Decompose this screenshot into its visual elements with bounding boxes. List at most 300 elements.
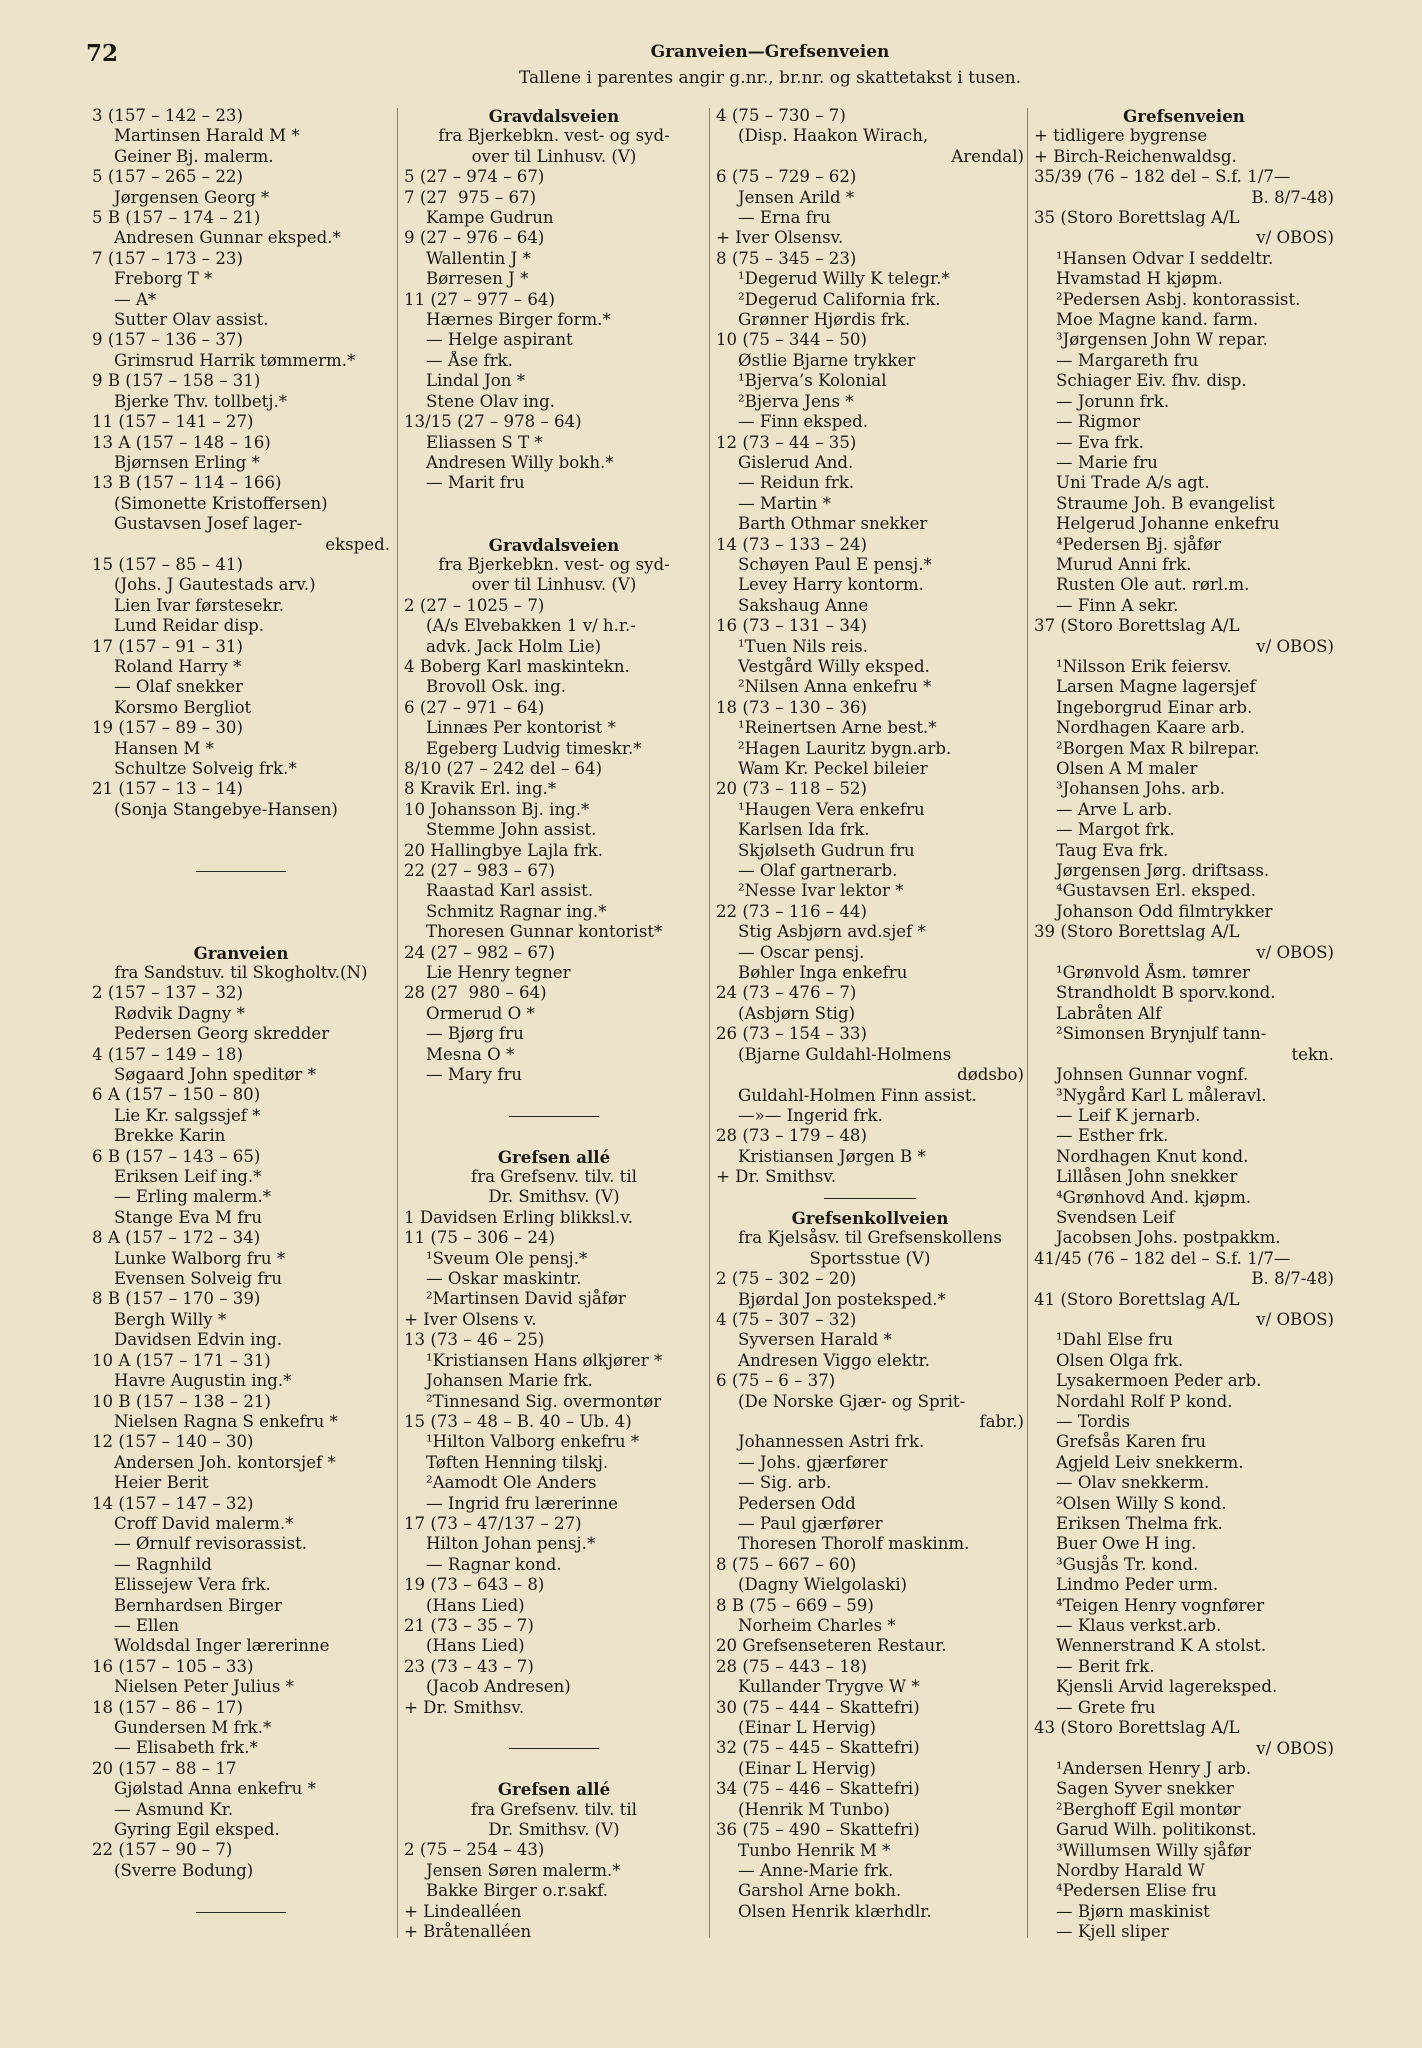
address-line: 16 (157 – 105 – 33) — [92, 1656, 254, 1676]
resident-line: Thoresen Gunnar kontorist* — [426, 922, 663, 942]
resident-line: ⁴Teigen Henry vognfører — [1056, 1595, 1265, 1615]
resident-line: (Henrik M Tunbo) — [738, 1799, 890, 1819]
address-line: 5 B (157 – 174 – 21) — [92, 208, 261, 228]
resident-line: Schmitz Ragnar ing.* — [426, 901, 607, 921]
resident-line: — Anne-Marie frk. — [738, 1860, 894, 1880]
address-line: 34 (75 – 446 – Skattefri) — [716, 1779, 920, 1799]
address-line: 8 A (157 – 172 – 34) — [92, 1228, 261, 1248]
address-line: 6 A (157 – 150 – 80) — [92, 1085, 261, 1105]
address-line: 41 (Storo Borettslag A/L — [1034, 1289, 1240, 1309]
address-line: 5 (157 – 265 – 22) — [92, 167, 243, 187]
resident-line: Egeberg Ludvig timeskr.* — [426, 738, 642, 758]
resident-line: Østlie Bjarne trykker — [738, 350, 916, 370]
resident-line: Stange Eva M fru — [114, 1207, 263, 1227]
street-heading: Grefsen allé — [497, 1779, 611, 1800]
resident-line: ²Simonsen Brynjulf tann- — [1056, 1024, 1267, 1044]
resident-line: Norheim Charles * — [738, 1616, 896, 1636]
column-separator — [1027, 108, 1028, 1938]
resident-line: Strandholdt B sporv.kond. — [1056, 983, 1276, 1003]
resident-line: (Disp. Haakon Wirach, — [738, 126, 929, 146]
resident-line: Sakshaug Anne — [738, 595, 869, 615]
resident-line: — Finn eksped. — [738, 412, 869, 432]
continuation-line: fabr.) — [979, 1411, 1024, 1431]
address-line: 9 (157 – 136 – 37) — [92, 330, 243, 350]
resident-line: Rødvik Dagny * — [114, 1003, 245, 1023]
resident-line: — Ellen — [114, 1615, 180, 1635]
resident-line: Lysakermoen Peder arb. — [1056, 1371, 1262, 1391]
resident-line: Hansen M * — [114, 738, 214, 758]
continuation-line: Arendal) — [951, 146, 1024, 166]
resident-line: ³Gusjås Tr. kond. — [1056, 1554, 1199, 1574]
resident-line: (Dagny Wielgolaski) — [738, 1575, 907, 1595]
resident-line: Uni Trade A/s agt. — [1056, 473, 1210, 493]
resident-line: Eliassen S T * — [426, 432, 543, 452]
address-line: 10 (75 – 344 – 50) — [716, 330, 867, 350]
continuation-line: v/ OBOS) — [1256, 1738, 1334, 1758]
spacer — [92, 922, 390, 942]
resident-line: Heier Berit — [114, 1473, 209, 1493]
address-line: 36 (75 – 490 – Skattefri) — [716, 1820, 920, 1840]
resident-line: Agjeld Leiv snekkerm. — [1056, 1452, 1244, 1472]
address-line: 37 (Storo Borettslag A/L — [1034, 616, 1240, 636]
street-extent: fra Bjerkebkn. vest- og syd- — [438, 554, 670, 574]
street-extent: fra Kjelsåsv. til Grefsenskollens — [738, 1228, 1002, 1248]
address-line: 11 (157 – 141 – 27) — [92, 412, 254, 432]
address-line: 12 (73 – 44 – 35) — [716, 432, 857, 452]
resident-line: ¹Hilton Valborg enkefru * — [426, 1432, 640, 1452]
running-head: Granveien—Grefsenveien — [650, 42, 890, 62]
resident-line: ³Jørgensen John W repar. — [1056, 330, 1268, 350]
column-separator — [397, 108, 398, 1938]
address-line: 4 Boberg Karl maskintekn. — [404, 656, 630, 676]
resident-line: Rusten Ole aut. rørl.m. — [1056, 575, 1250, 595]
cross-street-line: + Bråtenalléen — [404, 1922, 532, 1942]
continuation-line: eksped. — [325, 534, 390, 554]
address-line: 21 (73 – 35 – 7) — [404, 1615, 534, 1635]
resident-line: Roland Harry * — [114, 656, 242, 676]
resident-line: — Klaus verkst.arb. — [1056, 1616, 1222, 1636]
resident-line: (Einar L Hervig) — [738, 1758, 876, 1778]
address-line: 22 (27 – 983 – 67) — [404, 861, 555, 880]
resident-line: — Bjørn maskinist — [1056, 1901, 1210, 1921]
section-divider — [92, 1902, 390, 1922]
street-extent: fra Grefsenv. tilv. til — [471, 1799, 637, 1819]
resident-line: ¹Bjerva’s Kolonial — [738, 371, 887, 391]
address-line: 13/15 (27 – 978 – 64) — [404, 412, 582, 432]
resident-line: Murud Anni frk. — [1056, 554, 1192, 574]
resident-line: (Bjarne Guldahl-Holmens — [738, 1044, 952, 1064]
resident-line: Pedersen Odd — [738, 1493, 856, 1513]
resident-line: Syversen Harald * — [738, 1330, 892, 1350]
resident-line: Lunke Walborg fru * — [114, 1248, 286, 1268]
resident-line: ²Martinsen David sjåfør — [426, 1289, 626, 1309]
address-line: 4 (75 – 307 – 32) — [716, 1309, 857, 1329]
resident-line: Ingeborgrud Einar arb. — [1056, 697, 1253, 717]
address-line: 8 (75 – 345 – 23) — [716, 248, 857, 268]
address-line: 24 (27 – 982 – 67) — [404, 942, 555, 962]
resident-line: (A/s Elvebakken 1 v/ h.r.- — [426, 616, 636, 636]
resident-line: — Margareth fru — [1056, 350, 1199, 370]
address-line: 14 (157 – 147 – 32) — [92, 1493, 254, 1513]
resident-line: — A* — [114, 289, 157, 309]
resident-line: Johansen Marie frk. — [426, 1371, 593, 1391]
resident-line: Vestgård Willy eksped. — [738, 656, 930, 676]
resident-line: Svendsen Leif — [1056, 1207, 1175, 1227]
resident-line: Bøhler Inga enkefru — [738, 963, 908, 983]
cross-street-line: + tidligere bygrense — [1034, 126, 1208, 146]
continuation-line: tekn. — [1291, 1044, 1334, 1064]
resident-line: Tøften Henning tilskj. — [426, 1452, 609, 1472]
spacer — [404, 1085, 704, 1105]
resident-line: ¹Nilsson Erik feiersv. — [1056, 656, 1232, 676]
resident-line: Skjølseth Gudrun fru — [738, 840, 915, 860]
resident-line: — Oscar pensj. — [738, 942, 865, 962]
resident-line: ⁴Grønhovd And. kjøpm. — [1056, 1187, 1252, 1207]
resident-line: Moe Magne kand. farm. — [1056, 310, 1259, 330]
continuation-line: v/ OBOS) — [1256, 228, 1334, 248]
resident-line: Kristiansen Jørgen B * — [738, 1146, 926, 1166]
resident-line: — Erna fru — [738, 208, 831, 228]
resident-line: Hærnes Birger form.* — [426, 310, 611, 330]
resident-line: Linnæs Per kontorist * — [426, 718, 616, 738]
resident-line: Schultze Solveig frk.* — [114, 759, 297, 778]
resident-line: Jørgensen Georg * — [114, 187, 270, 207]
address-line: 20 Hallingbye Lajla frk. — [404, 840, 604, 860]
resident-line: Andresen Willy bokh.* — [426, 452, 614, 472]
resident-line: ²Hagen Lauritz bygn.arb. — [738, 738, 952, 758]
street-extent: fra Grefsenv. tilv. til — [471, 1167, 637, 1187]
resident-line: ¹Grønvold Åsm. tømrer — [1056, 963, 1250, 983]
continuation-line: v/ OBOS) — [1256, 636, 1334, 656]
resident-line: — Sig. arb. — [738, 1473, 832, 1493]
resident-line: — Martin * — [738, 493, 831, 513]
resident-line: Gjølstad Anna enkefru * — [114, 1779, 316, 1799]
address-line: 6 B (157 – 143 – 65) — [92, 1146, 261, 1166]
resident-line: — Reidun frk. — [738, 473, 855, 493]
resident-line: ²Borgen Max R bilrepar. — [1056, 738, 1260, 758]
resident-line: — Bjørg fru — [426, 1024, 524, 1044]
resident-line: Bjørdal Jon posteksped.* — [738, 1289, 946, 1309]
resident-line: Olsen A M maler — [1056, 759, 1198, 778]
resident-line: Nordahl Rolf P kond. — [1056, 1391, 1233, 1411]
section-divider — [404, 1106, 704, 1126]
address-line: 8 (75 – 667 – 60) — [716, 1554, 857, 1574]
continuation-line: B. 8/7-48) — [1251, 1269, 1334, 1289]
section-divider — [92, 861, 390, 881]
resident-line: ³Johansen Johs. arb. — [1056, 779, 1225, 799]
address-line: 3 (157 – 142 – 23) — [92, 106, 243, 125]
resident-line: Larsen Magne lagersjef — [1056, 677, 1256, 697]
street-extent: over til Linhusv. (V) — [471, 146, 637, 166]
address-line: 22 (157 – 90 – 7) — [92, 1840, 233, 1860]
spacer — [404, 1718, 704, 1738]
resident-line: Stig Asbjørn avd.sjef * — [738, 922, 926, 942]
address-line: 41/45 (76 – 182 del – S.f. 1/7— — [1034, 1248, 1291, 1268]
resident-line: ⁴Pedersen Elise fru — [1056, 1881, 1217, 1901]
spacer — [92, 881, 390, 901]
street-extent: fra Sandstuv. til Skogholtv.(N) — [114, 962, 368, 982]
resident-line: Geiner Bj. malerm. — [114, 146, 274, 166]
spacer — [404, 1759, 704, 1779]
address-line: 8 Kravik Erl. ing.* — [404, 779, 557, 799]
resident-line: ²Berghoff Egil montør — [1056, 1799, 1241, 1819]
resident-line: — Ragnhild — [114, 1554, 212, 1574]
address-line: 39 (Storo Borettslag A/L — [1034, 922, 1240, 942]
address-line: 20 (73 – 118 – 52) — [716, 779, 867, 799]
resident-line: — Eva frk. — [1056, 432, 1144, 452]
resident-line: Andresen Viggo elektr. — [738, 1350, 930, 1370]
resident-line: Stene Olav ing. — [426, 391, 555, 411]
resident-line: ¹Reinertsen Arne best.* — [738, 718, 937, 738]
spacer — [404, 1126, 704, 1146]
resident-line: Johannessen Astri frk. — [738, 1432, 925, 1452]
resident-line: — Johs. gjærfører — [738, 1452, 888, 1472]
resident-line: Olsen Henrik klærhdlr. — [738, 1901, 932, 1921]
resident-line: ¹Hansen Odvar I seddeltr. — [1056, 248, 1274, 268]
column-3 — [716, 106, 1024, 1996]
column-4 — [1034, 106, 1334, 1996]
address-line: 10 Johansson Bj. ing.* — [404, 799, 590, 819]
resident-line: Garshol Arne bokh. — [738, 1881, 902, 1901]
resident-line: —»— Ingerid frk. — [738, 1105, 883, 1125]
resident-line: — Ørnulf revisorassist. — [114, 1534, 308, 1554]
address-line: 2 (75 – 254 – 43) — [404, 1840, 545, 1860]
resident-line: Tunbo Henrik M * — [738, 1840, 891, 1860]
resident-line: Thoresen Thorolf maskinm. — [738, 1534, 970, 1554]
resident-line: — Arve L arb. — [1056, 799, 1173, 819]
address-line: 12 (157 – 140 – 30) — [92, 1432, 254, 1452]
street-extent: Sportsstue (V) — [809, 1248, 931, 1268]
page-number: 72 — [86, 40, 119, 67]
resident-line: Sutter Olav assist. — [114, 310, 269, 330]
resident-line: — Asmund Kr. — [114, 1799, 234, 1819]
address-line: 24 (73 – 476 – 7) — [716, 983, 857, 1003]
address-line: 8/10 (27 – 242 del – 64) — [404, 758, 603, 778]
resident-line: Jørgensen Jørg. driftsass. — [1056, 861, 1270, 881]
resident-line: Grefsås Karen fru — [1056, 1432, 1207, 1452]
address-line: 18 (157 – 86 – 17) — [92, 1697, 243, 1717]
resident-line: Søgaard John speditør * — [114, 1065, 316, 1084]
resident-line: (Einar L Hervig) — [738, 1718, 876, 1738]
resident-line: — Marie fru — [1056, 452, 1158, 472]
resident-line: ¹Sveum Ole pensj.* — [426, 1248, 588, 1268]
resident-line: — Marit fru — [426, 473, 525, 493]
resident-line: — Erling malerm.* — [114, 1187, 272, 1207]
address-line: 5 (27 – 974 – 67) — [404, 167, 545, 187]
resident-line: — Olaf gartnerarb. — [738, 861, 898, 881]
address-line: 6 (75 – 729 – 62) — [716, 167, 857, 187]
resident-line: Nielsen Ragna S enkefru * — [114, 1411, 338, 1431]
address-line: 6 (75 – 6 – 37) — [716, 1371, 836, 1391]
resident-line: — Kjell sliper — [1056, 1922, 1169, 1942]
street-heading: Grefsen allé — [497, 1146, 611, 1167]
address-line: 19 (157 – 89 – 30) — [92, 718, 243, 738]
street-heading: Gravdalsveien — [488, 106, 620, 126]
street-extent: over til Linhusv. (V) — [471, 575, 637, 595]
resident-line: Freborg T * — [114, 269, 213, 289]
resident-line: Nordhagen Kaare arb. — [1056, 718, 1245, 738]
resident-line: Havre Augustin ing.* — [114, 1371, 292, 1391]
resident-line: ²Tinnesand Sig. overmontør — [426, 1391, 662, 1411]
resident-line: ¹Kristiansen Hans ølkjører * — [426, 1350, 663, 1370]
resident-line: — Esther frk. — [1056, 1126, 1169, 1146]
spacer — [92, 1881, 390, 1901]
resident-line: Johanson Odd filmtrykker — [1056, 901, 1273, 921]
address-line: 30 (75 – 444 – Skattefri) — [716, 1697, 920, 1717]
address-line: 13 B (157 – 114 – 166) — [92, 473, 282, 493]
resident-line: ²Nilsen Anna enkefru * — [738, 677, 932, 697]
resident-line: ²Pedersen Asbj. kontorassist. — [1056, 289, 1301, 309]
address-line: 17 (157 – 91 – 31) — [92, 636, 243, 656]
subhead-note: Tallene i parentes angir g.nr., br.nr. og skattetakst i tusen. — [518, 68, 1022, 88]
address-line: 15 (157 – 85 – 41) — [92, 554, 243, 574]
resident-line: Brovoll Osk. ing. — [426, 677, 566, 697]
resident-line: Brekke Karin — [114, 1126, 226, 1146]
resident-line: Karlsen Ida frk. — [738, 820, 870, 840]
resident-line: Lillåsen John snekker — [1056, 1167, 1238, 1187]
spacer — [404, 494, 704, 514]
resident-line: — Finn A sekr. — [1056, 595, 1179, 615]
resident-line: Grimsrud Harrik tømmerm.* — [114, 350, 356, 370]
address-line: 35/39 (76 – 182 del – S.f. 1/7— — [1034, 167, 1291, 187]
resident-line: Bakke Birger o.r.sakf. — [426, 1881, 609, 1901]
address-line: 14 (73 – 133 – 24) — [716, 534, 867, 554]
resident-line: Lie Henry tegner — [426, 963, 571, 983]
resident-line: (Simonette Kristoffersen) — [114, 493, 328, 513]
address-line: 35 (Storo Borettslag A/L — [1034, 208, 1240, 228]
address-line: 15 (73 – 48 – B. 40 – Ub. 4) — [404, 1411, 632, 1431]
cross-street-line: + Dr. Smithsv. — [716, 1167, 837, 1187]
address-line: 20 Grefsenseteren Restaur. — [716, 1636, 947, 1656]
resident-line: Andersen Joh. kontorsjef * — [114, 1452, 336, 1472]
address-line: 26 (73 – 154 – 33) — [716, 1024, 867, 1044]
continuation-line: v/ OBOS) — [1256, 1309, 1334, 1329]
resident-line: Kullander Trygve W * — [738, 1677, 920, 1697]
resident-line: Croff David malerm.* — [114, 1513, 294, 1533]
resident-line: (Sonja Stangebye-Hansen) — [114, 799, 338, 819]
spacer — [92, 902, 390, 922]
address-line: 13 A (157 – 148 – 16) — [92, 432, 271, 452]
resident-line: Jensen Søren malerm.* — [426, 1860, 621, 1880]
resident-line: ²Aamodt Ole Anders — [426, 1473, 597, 1493]
resident-line: — Elisabeth frk.* — [114, 1738, 258, 1758]
address-line: 2 (27 – 1025 – 7) — [404, 595, 545, 615]
resident-line: Levey Harry kontorm. — [738, 575, 924, 595]
address-line: 28 (27 980 – 64) — [404, 983, 547, 1003]
resident-line: ⁴Gustavsen Erl. eksped. — [1056, 881, 1256, 901]
resident-line: — Jorunn frk. — [1056, 391, 1170, 411]
resident-line: Stemme John assist. — [426, 820, 597, 840]
address-line: 16 (73 – 131 – 34) — [716, 616, 867, 636]
spacer — [92, 820, 390, 840]
resident-line: Eriksen Thelma frk. — [1056, 1514, 1223, 1534]
address-line: 8 B (157 – 170 – 39) — [92, 1289, 261, 1309]
street-heading: Grefsenkollveien — [791, 1207, 949, 1228]
address-line: 9 (27 – 976 – 64) — [404, 228, 545, 248]
resident-line: Lindmo Peder urm. — [1056, 1575, 1219, 1595]
street-extent: Dr. Smithsv. (V) — [488, 1820, 620, 1839]
resident-line: Nordhagen Knut kond. — [1056, 1146, 1249, 1166]
resident-line: Helgerud Johanne enkefru — [1056, 514, 1280, 534]
address-line: 43 (Storo Borettslag A/L — [1034, 1718, 1240, 1738]
resident-line: — Oskar maskintr. — [426, 1269, 582, 1289]
resident-line: — Margot frk. — [1056, 820, 1175, 840]
resident-line: (Jacob Andresen) — [426, 1677, 571, 1697]
resident-line: Garud Wilh. politikonst. — [1056, 1820, 1257, 1840]
street-heading: Grefsenveien — [1123, 106, 1245, 126]
resident-line: — Åse frk. — [426, 350, 513, 370]
resident-line: Sagen Syver snekker — [1056, 1779, 1234, 1799]
resident-line: Martinsen Harald M * — [114, 126, 300, 146]
resident-line: Woldsdal Inger lærerinne — [114, 1636, 330, 1656]
section-divider — [404, 1738, 704, 1758]
address-line: 7 (157 – 173 – 23) — [92, 248, 243, 268]
cross-street-line: + Birch-Reichenwaldsg. — [1034, 146, 1237, 166]
resident-line: Buer Owe H ing. — [1056, 1534, 1197, 1554]
address-line: 9 B (157 – 158 – 31) — [92, 371, 261, 391]
resident-line: Pedersen Georg skredder — [114, 1024, 330, 1044]
resident-line: — Berit frk. — [1056, 1656, 1155, 1676]
address-line: 10 B (157 – 138 – 21) — [92, 1391, 271, 1411]
resident-line: Schøyen Paul E pensj.* — [738, 554, 932, 574]
continuation-line: v/ OBOS) — [1256, 942, 1334, 962]
resident-line: ¹Haugen Vera enkefru — [738, 799, 925, 819]
address-line: 18 (73 – 130 – 36) — [716, 697, 867, 717]
resident-line: Davidsen Edvin ing. — [114, 1330, 283, 1350]
continuation-line: B. 8/7-48) — [1251, 187, 1334, 207]
resident-line: — Tordis — [1056, 1412, 1131, 1431]
resident-line: Grønner Hjørdis frk. — [738, 310, 911, 330]
resident-line: Jacobsen Johs. postpakkm. — [1056, 1228, 1281, 1248]
resident-line: Wam Kr. Peckel bileier — [738, 759, 928, 778]
address-line: 22 (73 – 116 – 44) — [716, 901, 867, 921]
resident-line: — Ragnar kond. — [426, 1554, 562, 1574]
resident-line: advk. Jack Holm Lie) — [426, 636, 602, 656]
spacer — [92, 841, 390, 861]
address-line: 17 (73 – 47/137 – 27) — [404, 1513, 582, 1533]
resident-line: Mesna O * — [426, 1044, 515, 1064]
resident-line: Bjørnsen Erling * — [114, 452, 260, 472]
resident-line: Barth Othmar snekker — [738, 514, 928, 534]
resident-line: Gundersen M frk.* — [114, 1718, 272, 1737]
resident-line: Lien Ivar førstesekr. — [114, 595, 284, 615]
resident-line: ¹Andersen Henry J arb. — [1056, 1758, 1252, 1778]
resident-line: Nordby Harald W — [1056, 1860, 1205, 1880]
address-line: 6 (27 – 971 – 64) — [404, 697, 545, 717]
address-line: 28 (75 – 443 – 18) — [716, 1656, 867, 1676]
address-line: 20 (157 – 88 – 17 — [92, 1758, 237, 1778]
cross-street-line: + Dr. Smithsv. — [404, 1697, 525, 1717]
resident-line: ²Nesse Ivar lektor * — [738, 881, 904, 901]
cross-street-line: + Iver Olsens v. — [404, 1309, 537, 1329]
address-line: 28 (73 – 179 – 48) — [716, 1126, 867, 1146]
cross-street-line: + Iver Olsensv. — [716, 228, 844, 248]
address-line: 23 (73 – 43 – 7) — [404, 1656, 534, 1676]
address-line: 11 (75 – 306 – 24) — [404, 1228, 555, 1248]
resident-line: Gislerud And. — [738, 452, 854, 472]
resident-line: ³Nygård Karl L måleravl. — [1056, 1085, 1267, 1105]
resident-line: Labråten Alf — [1056, 1003, 1162, 1023]
resident-line: Andresen Gunnar eksped.* — [114, 228, 341, 248]
address-line: 8 B (75 – 669 – 59) — [716, 1595, 874, 1615]
resident-line: — Paul gjærfører — [738, 1514, 883, 1534]
resident-line: Hilton Johan pensj.* — [426, 1534, 596, 1554]
street-heading: Granveien — [193, 942, 289, 963]
cross-street-line: + Lindealléen — [404, 1901, 522, 1921]
resident-line: Lund Reidar disp. — [114, 616, 264, 636]
column-separator — [709, 108, 710, 1938]
resident-line: — Ingrid fru lærerinne — [426, 1493, 618, 1513]
